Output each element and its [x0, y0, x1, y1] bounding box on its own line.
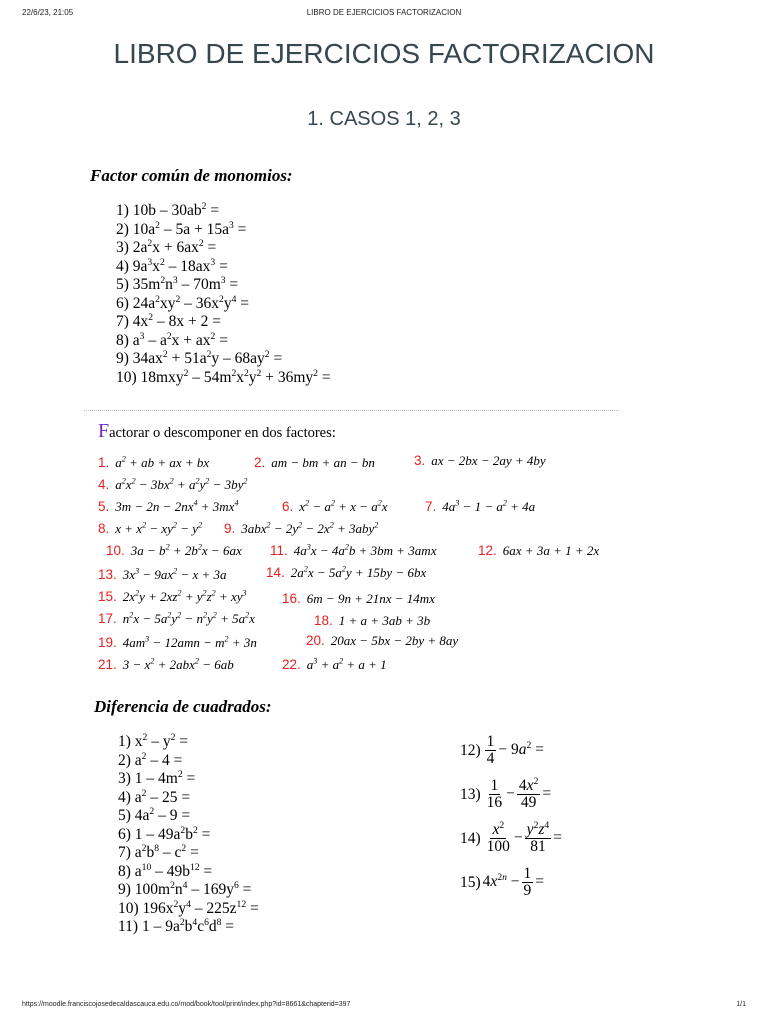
chapter-title: 1. CASOS 1, 2, 3	[307, 108, 461, 130]
exercise-expression: ax − 2bx − 2ay + 4by	[431, 453, 546, 468]
exercise-expression: $\frac{1}{16}$ − $\frac{4x^2}{49}$ =	[486, 775, 552, 811]
exercise-expression: am − bm + an − bn	[271, 455, 375, 470]
exercise-number: 22.	[282, 657, 301, 672]
exercise-item: 8) $a^3 - a^2x + ax^2$ =	[116, 330, 228, 349]
exercise-number: 12)	[460, 741, 481, 759]
exercise-expression: $4a^3 - 1 - a^2 + 4a$	[442, 498, 536, 514]
exercise-number: 21.	[98, 657, 117, 672]
exercise-item: 3) $1 - 4m^2$ =	[118, 768, 196, 787]
page-number: 1/1	[736, 1001, 746, 1008]
exercise-item: 5) $4a^2 - 9$ =	[118, 805, 191, 824]
exercise-item: 7) $a^2b^8 - c^2$ =	[118, 842, 199, 861]
exercise-number: 19.	[98, 635, 117, 650]
print-date: 22/6/23, 21:05	[22, 8, 74, 17]
exercise-item	[270, 543, 436, 559]
print-header-title: LIBRO DE EJERCICIOS FACTORIZACION	[306, 8, 462, 17]
exercise-expression: $a^2x^2 - 3bx^2 + a^2y^2 - 3by^2$	[115, 476, 248, 492]
exercise-expression: $3a - b^2 + 2b^2x - 6ax$	[130, 542, 242, 558]
divider	[84, 410, 619, 411]
exercise-number: 7.	[425, 499, 437, 514]
exercise-item	[106, 543, 242, 559]
exercise-item	[98, 521, 202, 537]
exercise-expression: $\frac{x^2}{100}$ − $\frac{y^2z^4}{81}$ =	[486, 819, 562, 855]
exercise-item: 6) $24a^2xy^2 - 36x^2y^4$ =	[116, 293, 249, 312]
exercise-item	[460, 734, 544, 767]
exercise-expression: $4a^3x - 4a^2b + 3bm + 3amx$	[293, 542, 437, 558]
exercise-item	[478, 543, 599, 559]
exercise-item: 8) $a^{10} - 49b^{12}$ =	[118, 861, 213, 880]
exercise-item: 9) $100m^2n^4 - 169y^6$ =	[118, 879, 252, 898]
exercise-expression: $3m - 2n - 2nx^4 + 3mx^4$	[115, 498, 239, 514]
exercise-item	[98, 567, 227, 583]
exercise-item	[425, 499, 535, 515]
section-title-text: actorar o descomponer en dos factores:	[109, 425, 336, 441]
exercise-expression: $x^2 - a^2 + x - a^2x$	[299, 498, 388, 514]
exercise-item	[224, 521, 378, 537]
exercise-expression: $4am^3 - 12amn - m^2 + 3n$	[122, 634, 257, 650]
exercise-item: 10) $18mxy^2 - 54m^2x^2y^2 + 36my^2$ =	[116, 367, 331, 386]
exercise-item: 7) $4x^2 - 8x + 2$ =	[116, 311, 221, 330]
exercise-number: 13)	[460, 785, 481, 803]
exercise-expression: 6m − 9n + 21nx − 14mx	[306, 591, 435, 606]
page-title: LIBRO DE EJERCICIOS FACTORIZACION	[113, 38, 655, 69]
exercise-number: 17.	[98, 611, 117, 626]
exercise-item: 4) $9a^3x^2 - 18ax^3$ =	[116, 256, 228, 275]
exercise-number: 13.	[98, 567, 117, 582]
exercise-number: 11.	[270, 543, 288, 558]
exercise-item	[460, 775, 552, 811]
exercise-number: 16.	[282, 591, 301, 606]
exercise-item	[282, 499, 388, 515]
exercise-number: 4.	[98, 477, 110, 492]
exercise-number: 20.	[306, 633, 325, 648]
exercise-item: 2) $10a^2 - 5a + 15a^3$ =	[116, 219, 247, 238]
exercise-expression: $3abx^2 - 2y^2 - 2x^2 + 3aby^2$	[241, 520, 379, 536]
exercise-item	[460, 819, 562, 855]
exercise-number: 10.	[106, 543, 125, 558]
exercise-item	[414, 453, 546, 469]
exercise-item	[282, 657, 387, 673]
section-title-diferencia-cuadrados: Diferencia de cuadrados:	[94, 697, 272, 716]
exercise-number: 6.	[282, 499, 294, 514]
exercise-number: 15.	[98, 589, 117, 604]
exercise-item: 10) $196x^2y^4 - 225z^{12}$ =	[118, 898, 259, 917]
section-title-dos-factores	[98, 420, 336, 443]
exercise-item: 11) $1 - 9a^2b^4c^6d^8$ =	[118, 916, 235, 935]
exercise-item: 1) $x^2 - y^2$ =	[118, 731, 189, 750]
exercise-item	[98, 657, 234, 673]
exercise-expression: 1 + a + 3ab + 3b	[338, 613, 431, 628]
exercise-expression: 20ax − 5bx − 2by + 8ay	[330, 633, 459, 648]
exercise-expression: $3 - x^2 + 2abx^2 - 6ab$	[122, 656, 234, 672]
exercise-item: 6) $1 - 49a^2b^2$ =	[118, 824, 211, 843]
exercise-item	[254, 455, 375, 471]
exercise-expression: $2a^2x - 5a^2y + 15by - 6bx$	[290, 564, 427, 580]
exercise-list-factor-comun	[116, 202, 331, 387]
exercise-number: 3.	[414, 453, 426, 468]
exercise-item: 5) $35m^2n^3 - 70m^3$ =	[116, 274, 239, 293]
exercise-expression: $2x^2y + 2xz^2 + y^2z^2 + xy^3$	[122, 588, 247, 604]
exercise-item: 4) $a^2 - 25$ =	[118, 787, 191, 806]
exercise-number: 12.	[478, 543, 497, 558]
exercise-item	[266, 565, 426, 581]
exercise-item	[98, 455, 209, 471]
exercise-expression: $3x^3 - 9ax^2 - x + 3a$	[122, 566, 227, 582]
exercise-item	[282, 591, 435, 607]
exercise-item: 1) $10b - 30ab^2$ =	[116, 200, 220, 219]
exercise-expression: 6ax + 3a + 1 + 2x	[502, 543, 600, 558]
exercise-expression: $a^2$ + ab + ax + bx	[115, 454, 210, 470]
exercise-number: 2.	[254, 455, 266, 470]
exercise-item	[98, 611, 255, 627]
exercise-item	[98, 477, 247, 493]
exercise-item	[98, 499, 238, 515]
exercise-number: 5.	[98, 499, 110, 514]
exercise-item	[314, 613, 430, 629]
exercise-item: 2) $a^2 - 4$ =	[118, 750, 183, 769]
exercise-item	[306, 633, 458, 649]
exercise-item	[98, 635, 257, 651]
exercise-number: 14)	[460, 829, 481, 847]
exercise-expression: $n^2x - 5a^2y^2 - n^2y^2 + 5a^2x$	[122, 610, 255, 626]
exercise-list-diferencia-cuadrados	[118, 733, 259, 937]
exercise-expression: $a^3 + a^2 + a + 1$	[306, 656, 387, 672]
drop-cap: F	[98, 420, 110, 442]
exercise-expression: $4x^{2n}$ − $\frac{1}{9}$ =	[482, 865, 545, 899]
exercise-number: 15)	[460, 873, 481, 891]
exercise-item	[98, 589, 247, 605]
exercise-item: 3) $2a^2x + 6ax^2$ =	[116, 237, 217, 256]
exercise-number: 14.	[266, 565, 285, 580]
exercise-expression: $x + x^2 - xy^2 - y^2$	[115, 520, 203, 536]
exercise-number: 1.	[98, 455, 110, 470]
exercise-expression: $\frac{1}{4}$ − $9a^2$ =	[486, 733, 544, 767]
print-footer-url: https://moodle.franciscojosedecaldascauca.edu.co/mod/book/tool/print/index.php?id=8661&chapterid=397	[22, 1001, 351, 1008]
exercise-number: 18.	[314, 613, 333, 628]
exercise-item	[460, 866, 544, 899]
exercise-number: 9.	[224, 521, 236, 536]
exercise-number: 8.	[98, 521, 110, 536]
exercise-item: 9) $34ax^2 + 51a^2y - 68ay^2$ =	[116, 348, 283, 367]
section-title-factor-comun: Factor común de monomios:	[90, 166, 293, 185]
